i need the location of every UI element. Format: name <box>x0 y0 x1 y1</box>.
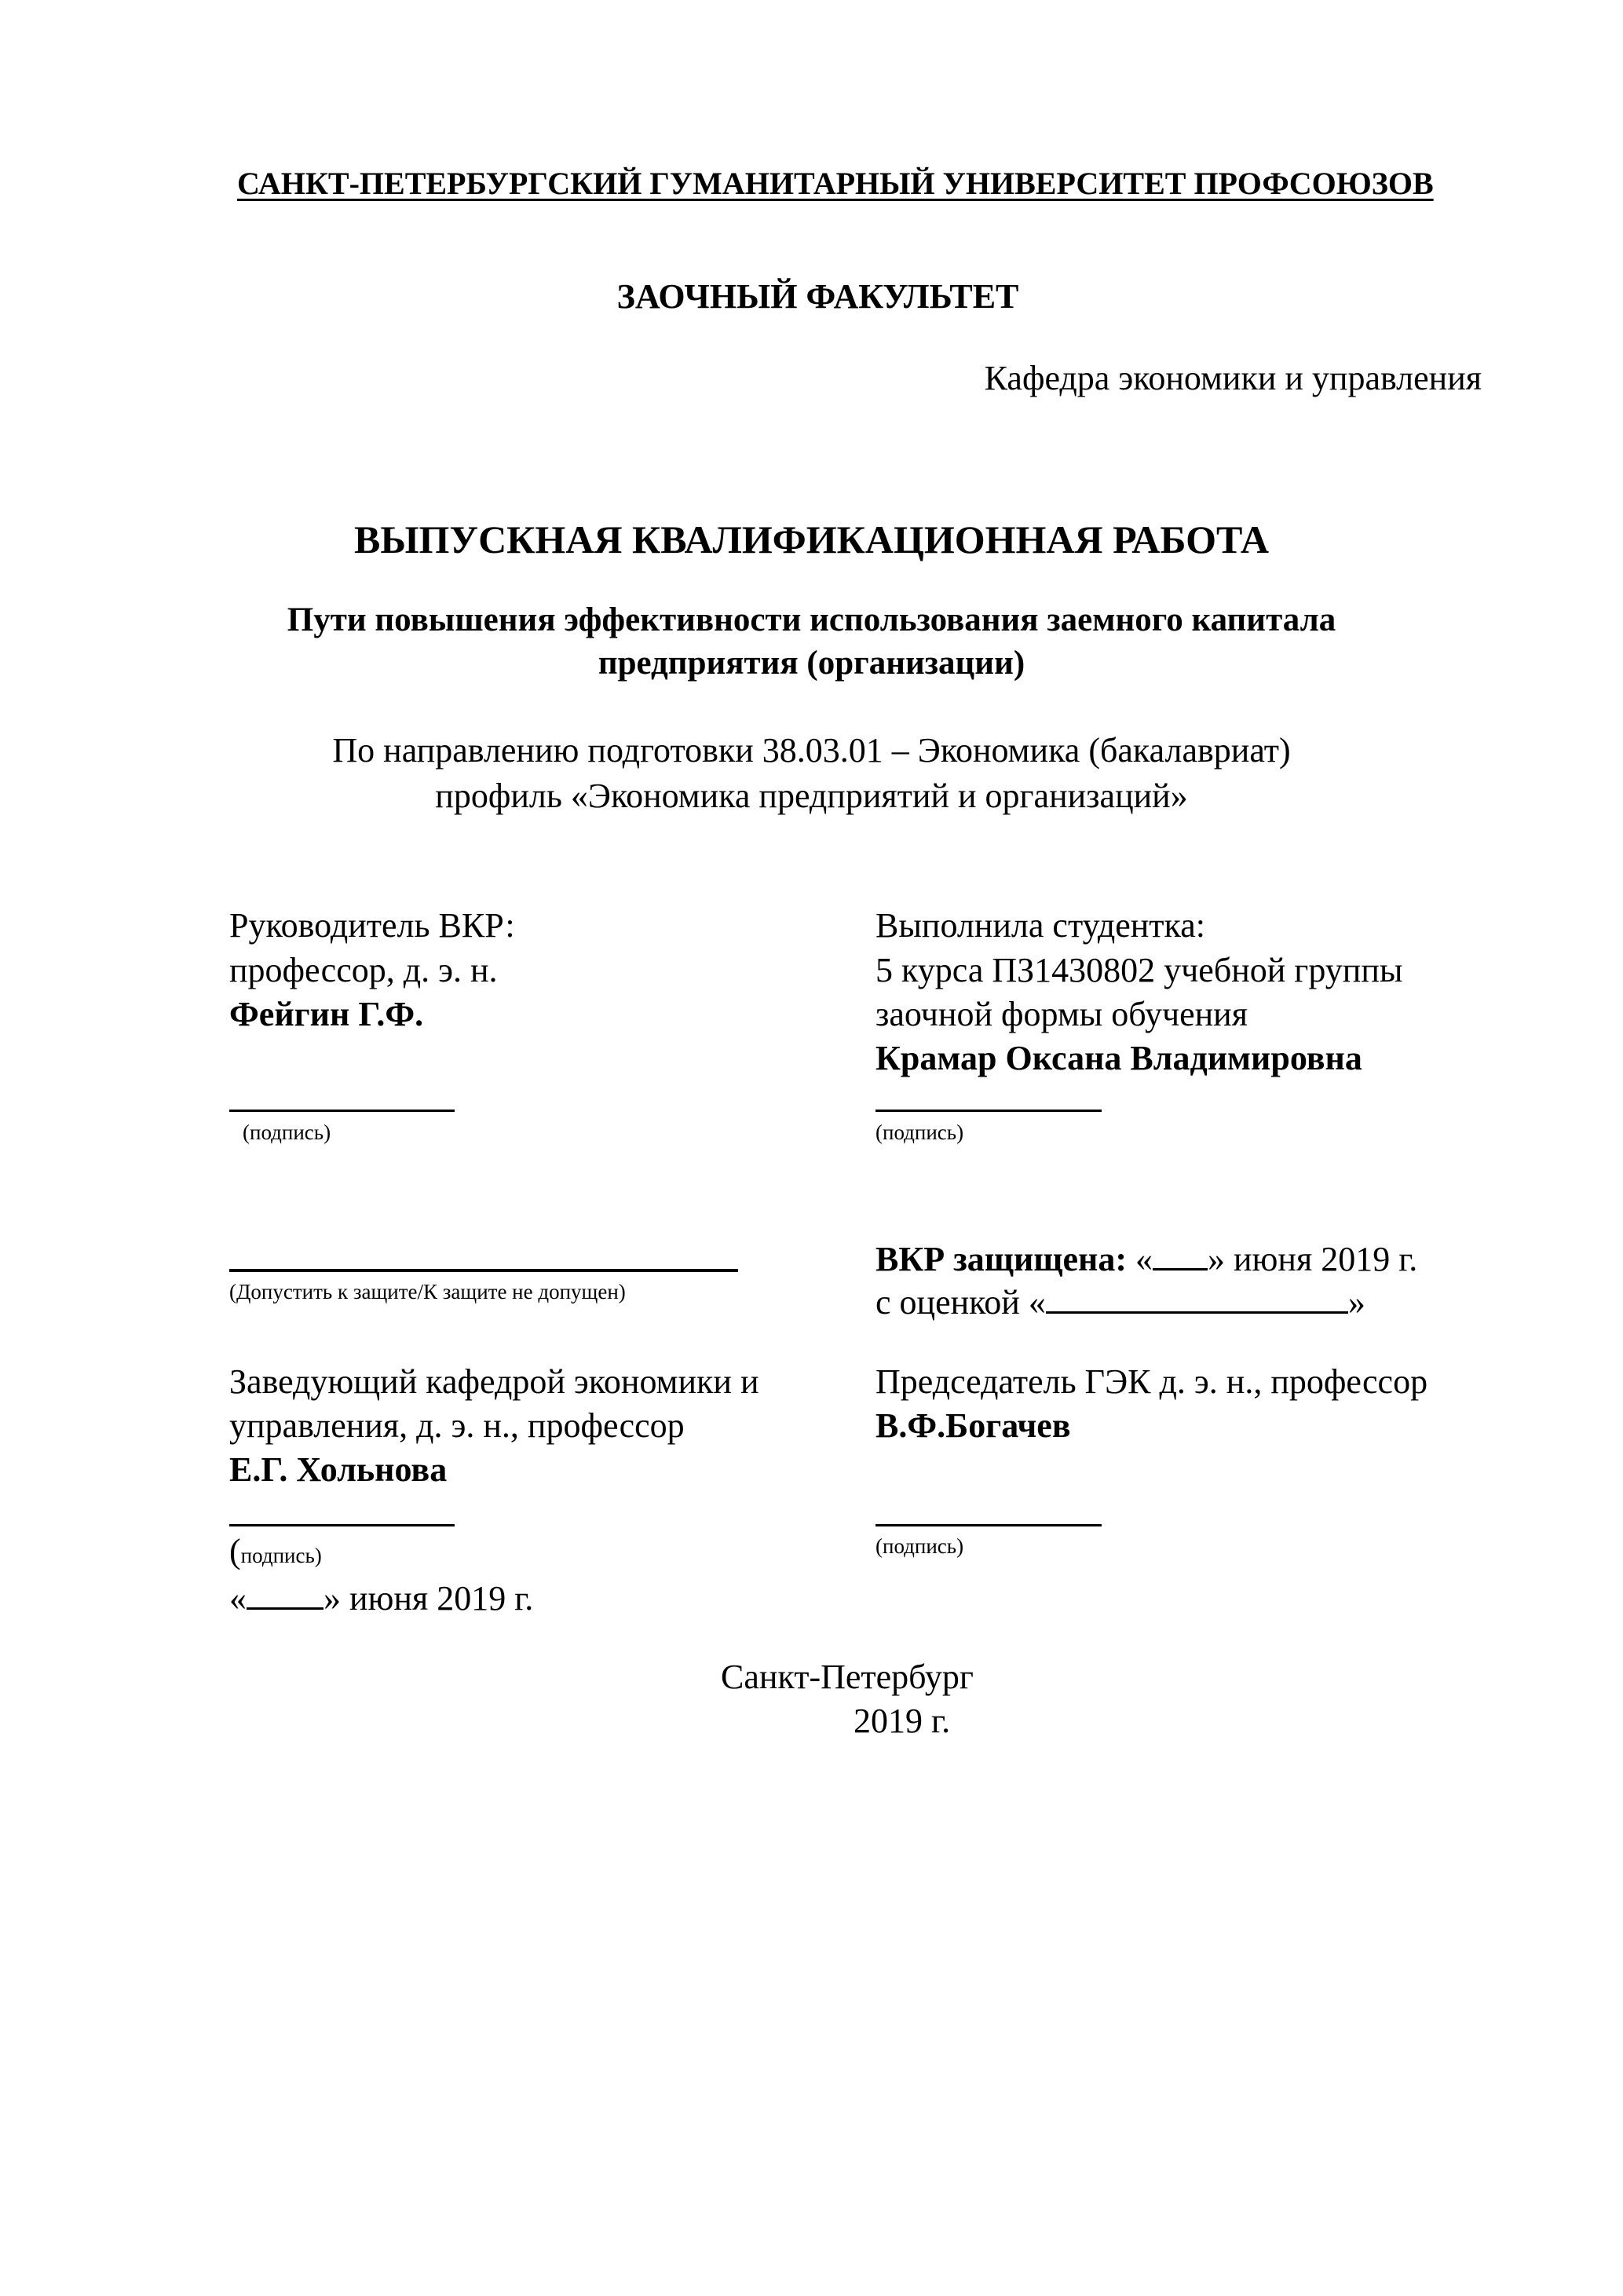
defense-date <box>875 1239 1417 1279</box>
direction-line-2: профиль «Экономика предприятий и организаций» <box>435 777 1188 815</box>
university-name: САНКТ-ПЕТЕРБУРГСКИЙ ГУМАНИТАРНЫЙ УНИВЕРСИТЕТ ПРОФСОЮЗОВ <box>237 166 1434 201</box>
student-name: Крамар Оксана Владимировна <box>875 1039 1362 1077</box>
admission-caption: (Допустить к защите/К защите не допущен) <box>229 1280 626 1303</box>
commission-chair-title: Председатель ГЭК д. э. н., профессор <box>875 1362 1428 1401</box>
supervisor-signature-caption: (подпись) <box>243 1121 331 1144</box>
head-of-department-name: Е.Г. Хольнова <box>229 1450 448 1489</box>
student-signature-caption: (подпись) <box>875 1121 964 1144</box>
defense-quote-open: « <box>1135 1240 1153 1278</box>
head-date-rest: » июня 2019 г. <box>324 1579 534 1618</box>
head-of-department-title-2: управления, д. э. н., профессор <box>229 1406 685 1445</box>
faculty-name: ЗАОЧНЫЙ ФАКУЛЬТЕТ <box>616 277 1019 316</box>
direction-line-1: По направлению подготовки 38.03.01 – Экономика (бакалавриат) <box>332 731 1291 770</box>
defense-grade-close: » <box>1347 1283 1365 1322</box>
head-signature-line <box>229 1524 455 1526</box>
commission-signature-caption: (подпись) <box>875 1534 964 1558</box>
footer-city: Санкт-Петербург <box>721 1658 974 1696</box>
student-signature-line <box>875 1110 1102 1112</box>
supervisor-label: Руководитель ВКР: <box>229 906 515 945</box>
commission-signature-line <box>875 1524 1102 1526</box>
work-type-title: ВЫПУСКНАЯ КВАЛИФИКАЦИОННАЯ РАБОТА <box>354 517 1269 561</box>
defense-day-blank <box>1153 1240 1208 1270</box>
admission-decision-line <box>229 1269 738 1272</box>
department-name: Кафедра экономики и управления <box>984 359 1482 397</box>
head-signature-caption: подпись) <box>240 1544 322 1567</box>
commission-chair-name: В.Ф.Богачев <box>875 1406 1071 1445</box>
student-study-form: заочной формы обучения <box>875 995 1248 1033</box>
head-date-open: « <box>229 1579 247 1618</box>
head-of-department-title-1: Заведующий кафедрой экономики и <box>229 1362 759 1401</box>
head-signature-caption-group <box>229 1531 322 1571</box>
head-date-day-blank <box>247 1579 324 1610</box>
head-approval-date <box>229 1578 533 1618</box>
defense-grade <box>875 1282 1365 1322</box>
defense-date-rest: » июня 2019 г. <box>1208 1240 1418 1278</box>
head-signature-paren: ( <box>229 1532 241 1570</box>
student-course: 5 курса ПЗ1430802 учебной группы <box>875 951 1403 989</box>
student-label: Выполнила студентка: <box>875 906 1205 945</box>
defense-label: ВКР защищена: <box>875 1240 1127 1278</box>
footer-year: 2019 г. <box>854 1702 951 1740</box>
topic-line-2: предприятия (организации) <box>598 645 1025 682</box>
defense-grade-blank <box>1046 1283 1348 1314</box>
topic-line-1: Пути повышения эффективности использования заемного капитала <box>287 601 1336 638</box>
supervisor-signature-line <box>229 1110 455 1112</box>
supervisor-name: Фейгин Г.Ф. <box>229 995 424 1033</box>
supervisor-position: профессор, д. э. н. <box>229 951 498 989</box>
defense-grade-label: с оценкой « <box>875 1283 1046 1322</box>
